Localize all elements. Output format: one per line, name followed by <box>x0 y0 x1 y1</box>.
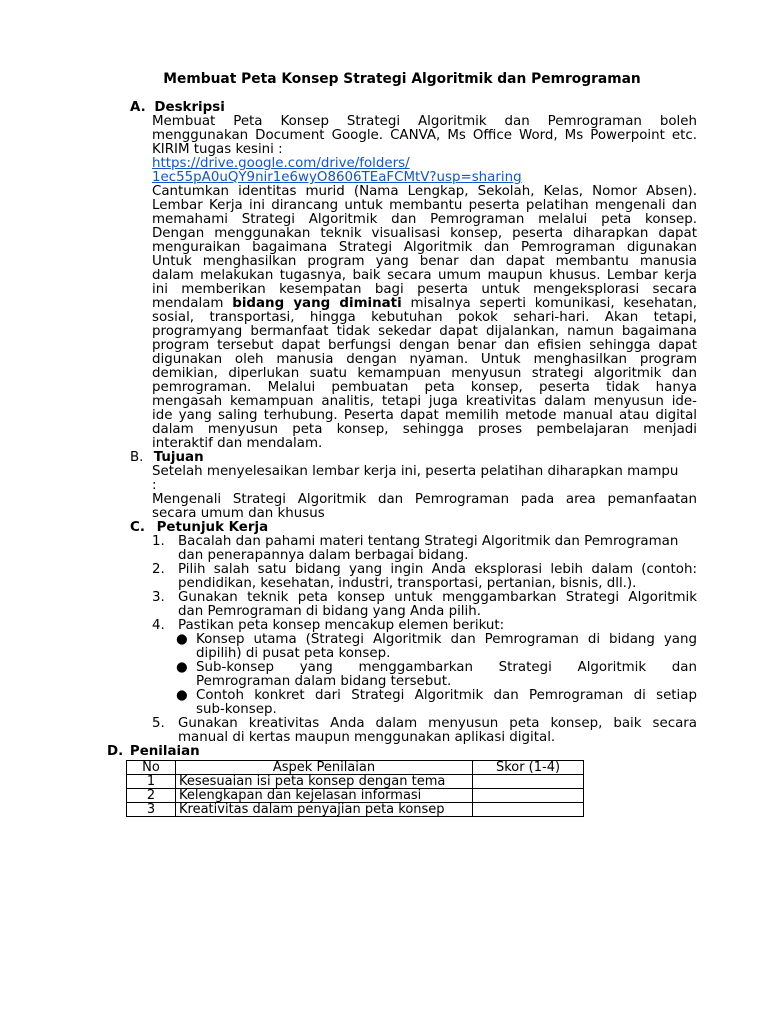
section-d-label: D. <box>107 744 124 759</box>
drive-link-part-2[interactable]: 1ec55pA0uQY9nir1e6wyO8606TEaFCMtV?usp=sharing <box>152 170 522 185</box>
desc-line-kirim: KIRIM tugas kesini : <box>152 142 283 157</box>
bullet-item-2 <box>196 661 697 689</box>
desc-line: program tersebut dapat berfungsi dengan benar dan efisien sehingga dapat <box>152 338 697 353</box>
goal-line: Setelah menyelesaikan lembar kerja ini, peserta pelatihan diharapkan mampu <box>152 464 679 479</box>
desc-line: dalam melakukan tugasnya, baik secara umum maupun khusus. Lembar kerja <box>152 268 697 283</box>
step-number: 4. <box>152 618 165 633</box>
section-b-heading <box>130 451 204 465</box>
step-line: Bacalah dan pahami materi tentang Strategi Algoritmik dan Pemrograman <box>178 534 679 549</box>
desc-line: Lembar Kerja ini dirancang untuk membantu peserta pelatihan mengenali dan <box>152 198 697 213</box>
step-line: Gunakan kreativitas Anda dalam menyusun peta konsep, baik secara <box>178 716 697 731</box>
desc-line: ide yang saling terhubung. Peserta dapat memilih metode manual atau digital <box>152 408 697 423</box>
desc-line: Cantumkan identitas murid (Nama Lengkap, Sekolah, Kelas, Nomor Absen). <box>152 184 697 199</box>
bold-phrase: bidang yang diminati <box>232 296 402 311</box>
bullet-line: Pemrograman dalam bidang tersebut. <box>196 674 452 689</box>
desc-line: ini memberikan kesempatan bagi peserta untuk mengeksplorasi secara <box>152 282 697 297</box>
desc-line: menggunakan Document Google. CANVA, Ms Office Word, Ms Powerpoint etc. <box>152 128 697 143</box>
section-b-label: B. <box>130 450 144 465</box>
desc-line: interaktif dan mendalam. <box>152 436 323 451</box>
row-aspek: Kelengkapan dan kejelasan informasi <box>176 789 473 803</box>
step-line: pendidikan, kesehatan, industri, transportasi, pertanian, bisnis, dll.). <box>178 576 637 591</box>
row-aspek: Kesesuaian isi peta konsep dengan tema <box>176 775 473 789</box>
step-4 <box>178 619 697 633</box>
document-title: Membuat Peta Konsep Strategi Algoritmik dan Pemrograman <box>163 71 641 87</box>
desc-line: dalam menyusun peta konsep, sehingga proses pembelajaran menjadi <box>152 422 697 437</box>
step-line: manual di kertas maupun menggunakan aplikasi digital. <box>178 730 556 745</box>
step-5 <box>178 717 697 745</box>
row-no: 1 <box>127 775 176 789</box>
step-2 <box>178 563 697 591</box>
desc-line: demikian, diperlukan suatu kemampuan menyusun strategi algoritmik dan <box>152 366 697 381</box>
step-number: 3. <box>152 590 165 605</box>
section-d-heading <box>107 745 200 759</box>
column-header-no: No <box>127 761 176 775</box>
step-line: Gunakan teknik peta konsep untuk menggambarkan Strategi Algoritmik <box>178 590 697 605</box>
row-skor-cell[interactable] <box>473 775 584 789</box>
step-3 <box>178 591 697 619</box>
section-c-title: Petunjuk Kerja <box>156 520 269 535</box>
table-header-row <box>127 761 584 775</box>
step-line: Pastikan peta konsep mencakup elemen berikut: <box>178 618 505 633</box>
bullet-line: Konsep utama (Strategi Algoritmik dan Pemrograman di bidang yang <box>196 632 697 647</box>
bullet-line: dipilih) di pusat peta konsep. <box>196 646 391 661</box>
desc-line: Membuat Peta Konsep Strategi Algoritmik dan Pemrograman boleh <box>152 114 697 129</box>
column-header-aspek: Aspek Penilaian <box>176 761 473 775</box>
desc-line: programyang bermanfaat tidak sekedar dapat dijalankan, namun bagaimana <box>152 324 697 339</box>
section-a-label: A. <box>130 100 146 115</box>
bullet-line: Sub-konsep yang menggambarkan Strategi Algoritmik dan <box>196 660 697 675</box>
column-header-skor: Skor (1-4) <box>473 761 584 775</box>
section-a-title: Deskripsi <box>154 100 225 115</box>
desc-line: pemrograman. Melalui pembuatan peta konsep, peserta tidak hanya <box>152 380 697 395</box>
section-b-body <box>152 465 697 521</box>
section-c-label: C. <box>130 520 145 535</box>
table-row <box>127 803 584 817</box>
step-1 <box>178 535 697 563</box>
section-c-heading <box>130 521 268 535</box>
step-line: Pilih salah satu bidang yang ingin Anda eksplorasi lebih dalam (contoh: <box>178 562 697 577</box>
bullet-line: sub-konsep. <box>196 702 277 717</box>
text-run: misalnya seperti komunikasi, kesehatan, <box>401 296 698 311</box>
desc-line: sosial, transportasi, hingga kebutuhan pokok sehari-hari. Akan tetapi, <box>152 310 697 325</box>
desc-line: memahami Strategi Algoritmik dan Pemrograman melalui peta konsep. <box>152 212 697 227</box>
bullet-item-3 <box>196 689 697 717</box>
desc-line: digunakan oleh manusia dengan nyaman. Untuk menghasilkan program <box>152 352 697 367</box>
step-number: 2. <box>152 562 165 577</box>
text-run: mendalam <box>152 296 233 311</box>
goal-line: Mengenali Strategi Algoritmik dan Pemrograman pada area pemanfaatan <box>152 492 697 507</box>
desc-line: Untuk menghasilkan program yang benar dan dapat membantu manusia <box>152 254 697 269</box>
bullet-line: Contoh konkret dari Strategi Algoritmik dan Pemrograman di setiap <box>196 688 697 703</box>
bullet-dot: ● <box>176 660 188 675</box>
step-line: dan penerapannya dalam berbagai bidang. <box>178 548 469 563</box>
drive-link-part-1[interactable]: https://drive.google.com/drive/folders/ <box>152 156 410 171</box>
row-skor-cell[interactable] <box>473 803 584 817</box>
desc-line: Dengan menggunakan teknik visualisasi konsep, peserta diharapkan dapat <box>152 226 697 241</box>
desc-line-bold <box>152 297 697 311</box>
section-d-title: Penilaian <box>129 744 200 759</box>
desc-line: mengasah kemampuan analitis, tetapi juga kreativitas dalam menyusun ide- <box>152 394 697 409</box>
row-no: 3 <box>127 803 176 817</box>
table-row <box>127 775 584 789</box>
section-a-body <box>152 115 697 451</box>
step-number: 5. <box>152 716 165 731</box>
table-row <box>127 789 584 803</box>
step-number: 1. <box>152 534 165 549</box>
row-no: 2 <box>127 789 176 803</box>
goal-line: secara umum dan khusus <box>152 506 325 521</box>
desc-line: menguraikan bagaimana Strategi Algoritmik dan Pemrograman digunakan <box>152 240 697 255</box>
row-skor-cell[interactable] <box>473 789 584 803</box>
bullet-item-1 <box>196 633 697 661</box>
bullet-dot: ● <box>176 688 188 703</box>
row-aspek: Kreativitas dalam penyajian peta konsep <box>176 803 473 817</box>
assessment-table <box>126 760 584 817</box>
section-b-title: Tujuan <box>153 450 204 465</box>
bullet-dot: ● <box>176 632 188 647</box>
section-a-heading <box>130 101 225 115</box>
step-line: dan Pemrograman di bidang yang Anda pilih. <box>178 604 481 619</box>
goal-line: : <box>152 478 157 493</box>
